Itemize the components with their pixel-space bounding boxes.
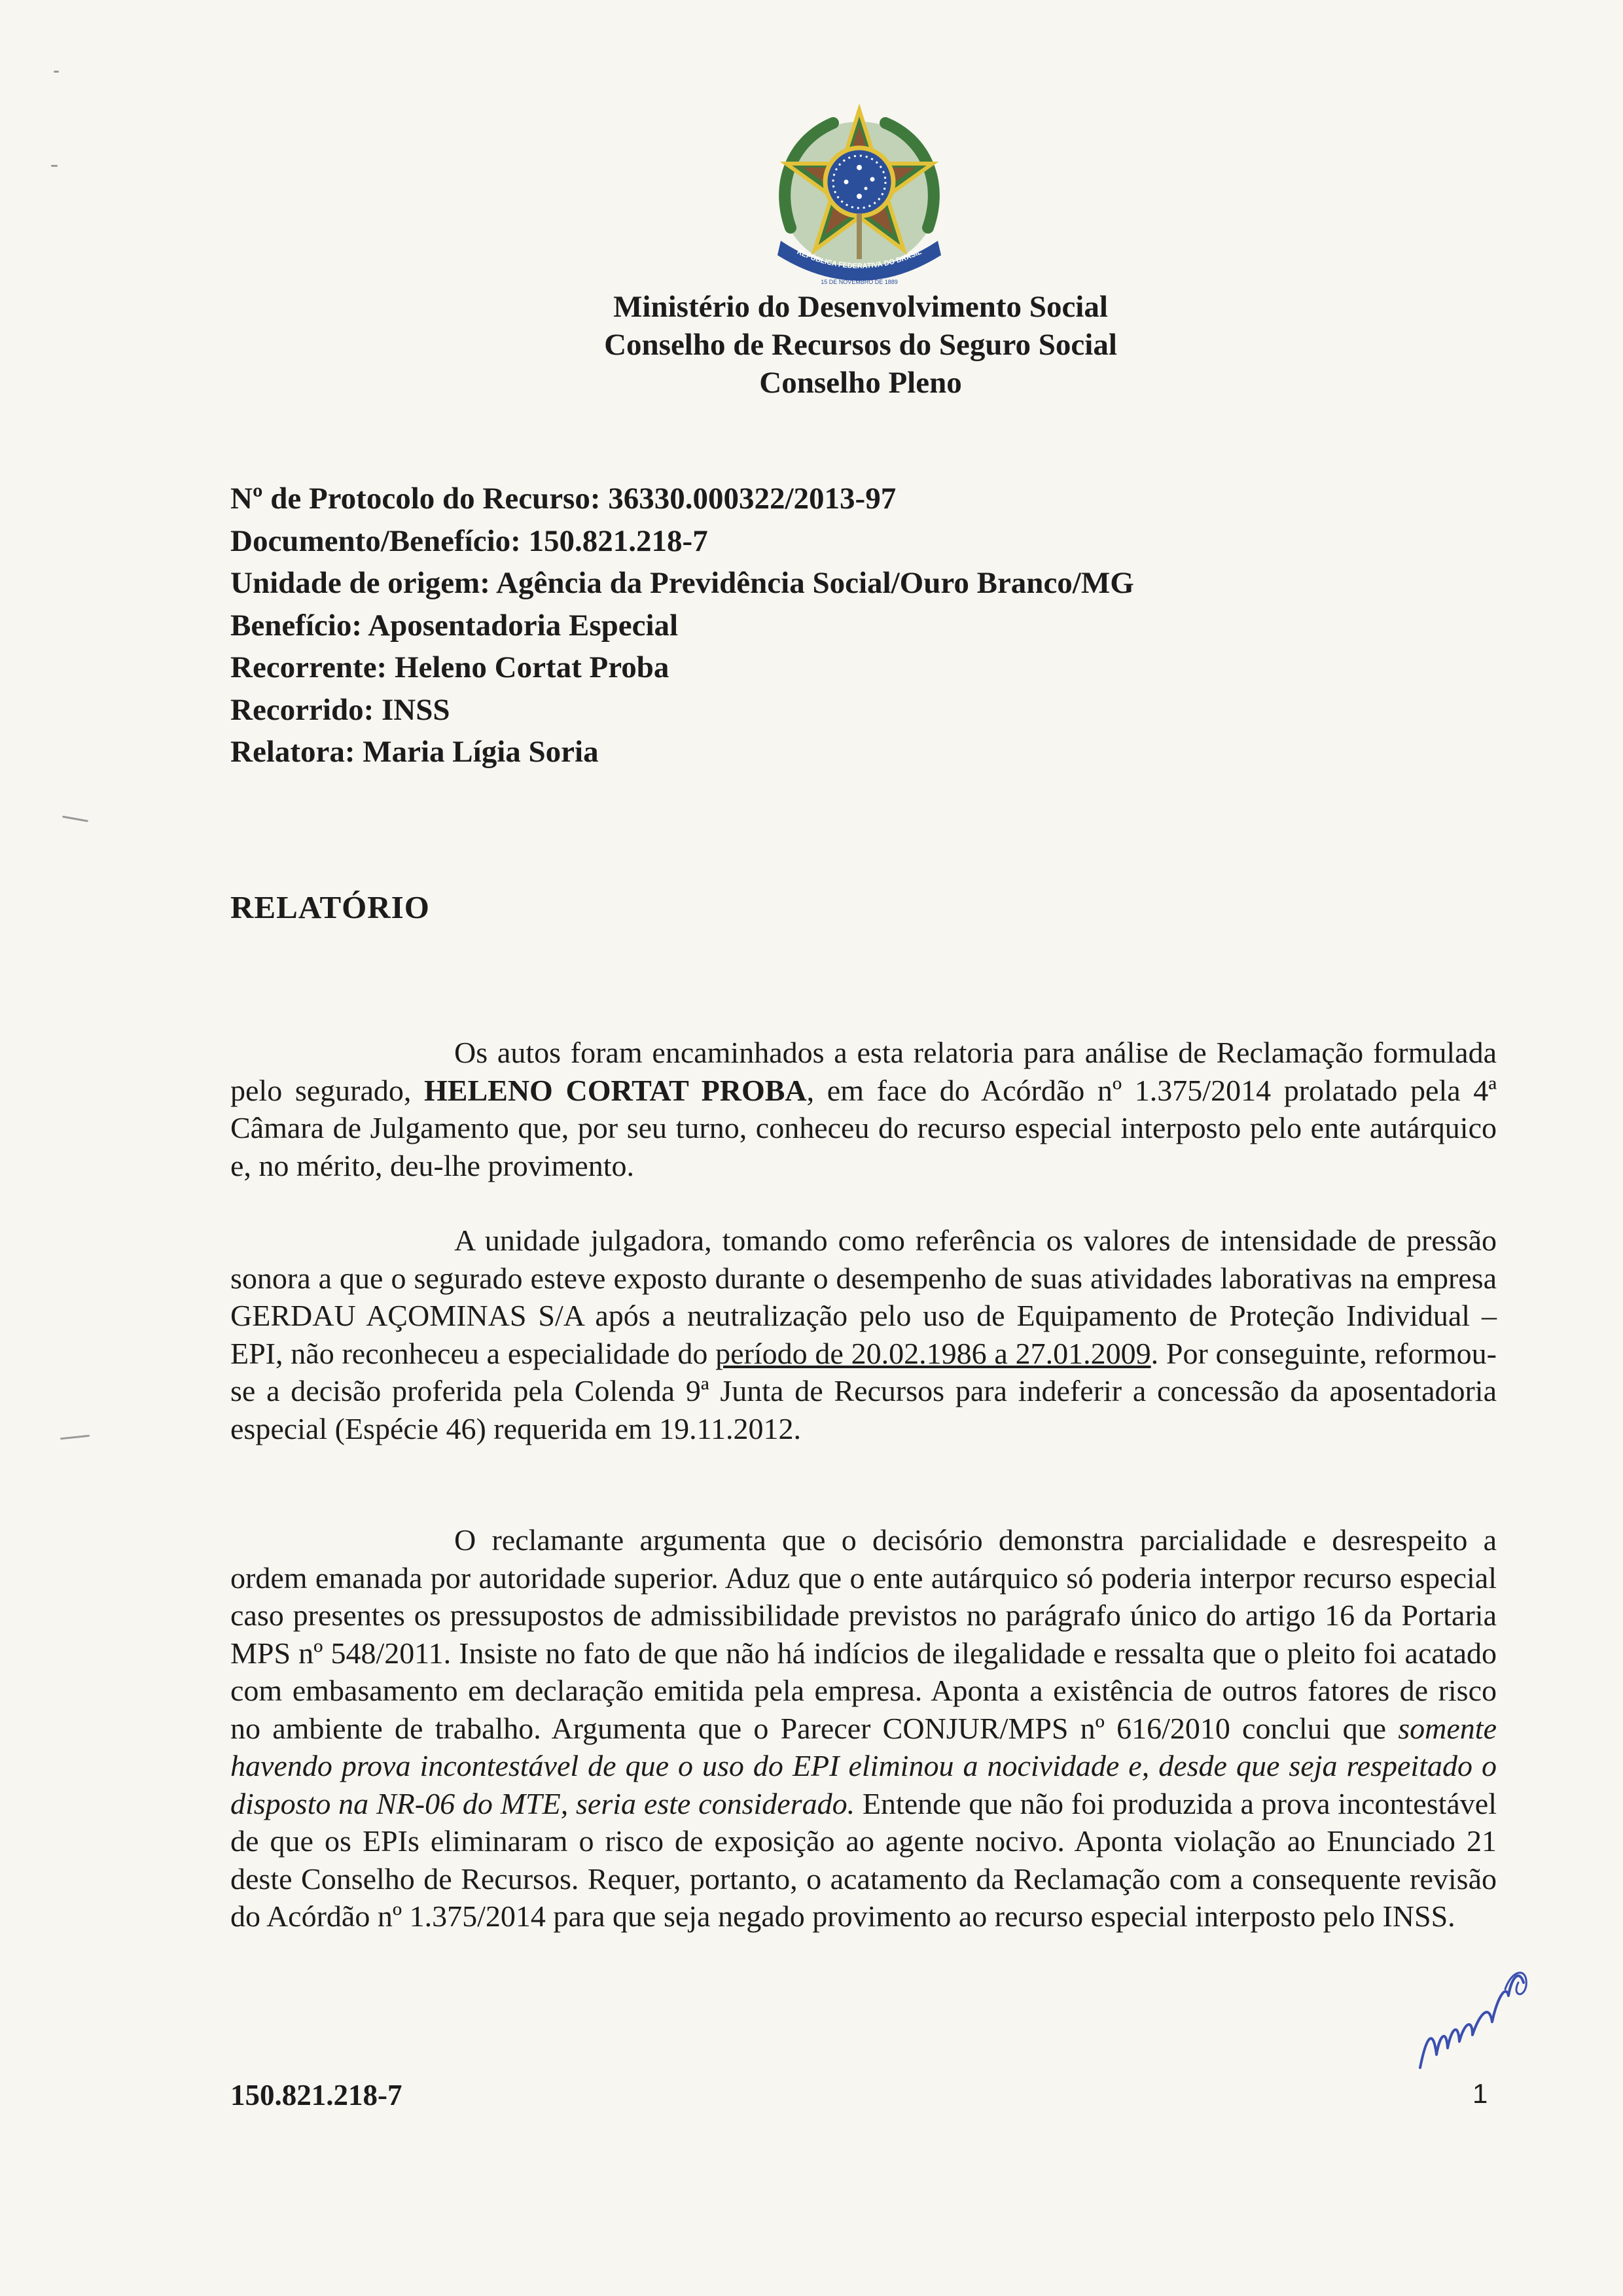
paragraph-1-text-a: Os autos foram encaminhados a esta relatoria para análise de Reclamação formulada pelo segurado, bbox=[230, 1036, 1497, 1107]
brazil-coat-of-arms-logo bbox=[761, 103, 957, 293]
paragraph-3-text-b: Entende que não foi produzida a prova incontestável de que os EPIs eliminaram o risco de exposição ao agente nocivo. Aponta violação ao Enunciado 21 deste Conselho de Recursos. Requer, portanto, o acatamento da Reclamação com a consequente revisão do Acórdão nº 1.375/2014 para que seja negado provimento ao recurso especial interposto pelo INSS. bbox=[230, 1786, 1497, 1933]
chamber-name: Conselho Pleno bbox=[759, 366, 962, 400]
footer-reference: 150.821.218-7 bbox=[230, 2079, 402, 2111]
scan-artifact bbox=[51, 165, 58, 167]
paragraph-3-text-a: O reclamante argumenta que o decisório demonstra parcialidade e desrespeito a ordem emanada por autoridade superior. Aduz que o ente autárquico só poderia interpor recurso especial caso presentes os pressupostos de admissibilidade previstos no parágrafo único do artigo 16 da Portaria MPS nº 548/2011. Insiste no fato de que não há indícios de ilegalidade e ressalta que o pleito foi acatado com embasamento em declaração emitida pela empresa. Aponta a existência de outros fatores de risco no ambiente de trabalho. Argumenta que o Parecer CONJUR/MPS nº 616/2010 conclui que bbox=[230, 1523, 1497, 1745]
respondent: Recorrido: INSS bbox=[230, 692, 450, 727]
seal-date-text: 15 DE NOVEMBRO DE 1889 bbox=[821, 279, 898, 285]
protocol-number: Nº de Protocolo do Recurso: 36330.000322/2013-97 bbox=[230, 482, 897, 516]
document-header bbox=[419, 288, 1302, 402]
rapporteur: Relatora: Maria Lígia Soria bbox=[230, 735, 599, 769]
council-name: Conselho de Recursos do Seguro Social bbox=[604, 328, 1117, 362]
origin-unit: Unidade de origem: Agência da Previdência Social/Ouro Branco/MG bbox=[230, 566, 1134, 600]
period-underlined: período de 20.02.1986 a 27.01.2009 bbox=[715, 1336, 1151, 1370]
paragraph-1-text-b: , em face do Acórdão nº 1.375/2014 prolatado pela 4ª Câmara de Julgamento que, por seu turno, conheceu do recurso especial interposto pelo ente autárquico e, no mérito, deu-lhe provimento. bbox=[230, 1073, 1497, 1182]
paragraph-1 bbox=[230, 1034, 1497, 1184]
page-number: 1 bbox=[1472, 2078, 1488, 2109]
section-title: RELATÓRIO bbox=[230, 889, 430, 925]
seal-band-text: REPÚBLICA FEDERATIVA DO BRASIL bbox=[795, 248, 923, 271]
benefit-document: Documento/Benefício: 150.821.218-7 bbox=[230, 523, 708, 558]
ministry-name: Ministério do Desenvolvimento Social bbox=[613, 290, 1108, 324]
benefit-type: Benefício: Aposentadoria Especial bbox=[230, 608, 679, 643]
scan-artifact bbox=[62, 816, 88, 822]
paragraph-2-text-b: . Por conseguinte, reformou-se a decisão proferida pela Colenda 9ª Junta de Recursos para indeferir a concessão da aposentadoria especial (Espécie 46) requerida em 19.11.2012. bbox=[230, 1336, 1497, 1445]
scan-artifact bbox=[60, 1435, 90, 1440]
paragraph-3 bbox=[230, 1521, 1497, 1935]
paragraph-2-text-a: A unidade julgadora, tomando como referência os valores de intensidade de pressão sonora a que o segurado esteve exposto durante o desempenho de suas atividades laborativas na empresa GERDAU AÇOMINAS S/A após a neutralização pelo uso de Equipamento de Proteção Individual – EPI, não reconheceu a especialidade do bbox=[230, 1224, 1497, 1370]
case-metadata bbox=[230, 478, 1474, 773]
paragraph-2 bbox=[230, 1222, 1497, 1447]
appellant: Recorrente: Heleno Cortat Proba bbox=[230, 650, 669, 684]
legal-quote-italic: somente havendo prova incontestável de que o uso do EPI eliminou a nocividade e, desde que seja respeitado o disposto na NR-06 do MTE, seria este considerado. bbox=[230, 1711, 1497, 1820]
scan-artifact bbox=[54, 71, 59, 73]
claimant-name: HELENO CORTAT PROBA bbox=[424, 1073, 807, 1107]
handwritten-signature bbox=[1407, 1956, 1538, 2081]
